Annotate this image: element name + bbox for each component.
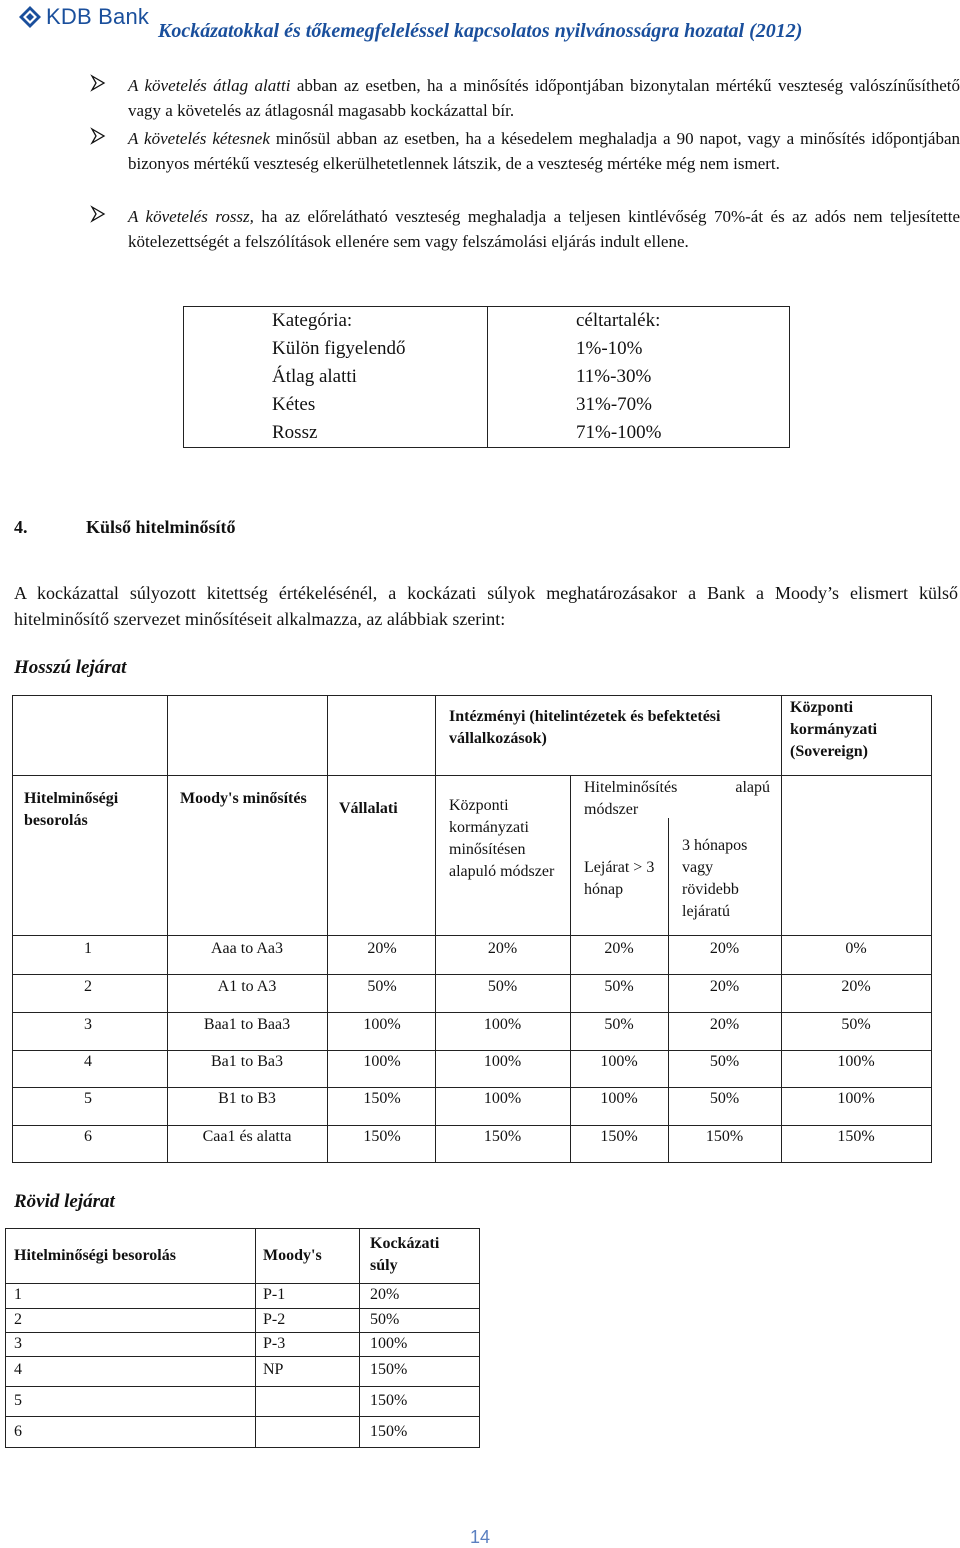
institutional-group-header: Intézményi (hitelintézetek és befektetési vállalkozások) — [449, 708, 721, 747]
long-term-rating-table: Intézményi (hitelintézetek és befektetési vállalkozások) Központi kormányzati (Sovereign) Hitelminőségi besorolás Moody's minősítés Vállalati Központi kormányzati minősítésen alapuló módszer Hitelminősítés alapú módszer Lejárat > 3 hónap 3 hónapos vagy rövidebb lejáratú 1 Aaa to Aa3 20% 20% 20% 20% 0% 2 A1 to A3 50% 50% 50% 20% 20% 3 Baa1 to Baa3 100% 100% 50% 20% 50% 4 Ba1 to Ba3 100% 100% 100% 50% 100% 5 B1 to B3 150% 100% 100% 50% 100% 6 Caa1 és alatta 150% 150% 150% 150% 150% — [12, 695, 932, 1164]
col-moodys-header: Moody's minősítés — [180, 790, 307, 807]
header-risk-weight: Kockázati súly — [370, 1235, 440, 1274]
col-le3-header: 3 hónapos vagy rövidebb lejáratú — [682, 837, 748, 920]
sovereign-group-header: Központi kormányzati (Sovereign) — [790, 699, 878, 760]
page-number: 14 — [469, 1527, 491, 1547]
section-heading: 4. Külső hitelminősítő — [14, 517, 236, 537]
header-provision: céltartalék: — [488, 307, 790, 336]
col-gt3-header: Lejárat > 3 hónap — [584, 859, 655, 898]
kdb-logo-icon — [18, 5, 42, 29]
col-rating-based-header: Hitelminősítés alapú módszer — [584, 779, 770, 818]
arrow-bullet-icon — [90, 126, 106, 146]
short-term-rating-table: Hitelminőségi besorolás Moody's Kockázati súly 1 P-1 20% 2 P-2 50% 3 P-3 100% 4 NP 150% 5 150% 6 150% — [5, 1228, 480, 1448]
bullet-text: A követelés átlag alatti abban az esetben, ha a minősítés időpontjában bizonytalan mértékű veszteség valószínűsíthető vagy a követelés az átlagosnál magasabb kockázattal bír. — [128, 76, 960, 120]
table-row: Rossz 71%-100% — [184, 419, 790, 448]
col-central-header: Központi kormányzati minősítésen alapuló módszer — [449, 797, 555, 880]
bank-logo — [18, 4, 149, 30]
arrow-bullet-icon — [90, 73, 106, 93]
arrow-bullet-icon — [90, 204, 106, 224]
table-row: Átlag alatti 11%-30% — [184, 363, 790, 391]
header-category: Kategória: — [184, 307, 488, 336]
col-corporate-header: Vállalati — [339, 800, 398, 817]
logo-text: KDB Bank — [46, 4, 150, 29]
header-moodys: Moody's — [263, 1247, 322, 1264]
short-term-heading: Rövid lejárat — [14, 1191, 115, 1212]
table-row: Külön figyelendő 1%-10% — [184, 335, 790, 363]
bullet-text: A követelés kétesnek minősül abban az esetben, ha a késedelem meghaladja a 90 napot, vagy a minősítés időpontjában bizonyos mértékű veszteség elkerülhetetlennek látszik, de a veszteség mértéke még nem ismert. — [128, 129, 960, 173]
table-row: Kétes 31%-70% — [184, 391, 790, 419]
section-paragraph: A kockázattal súlyozott kitettség értékelésénél, a kockázati súlyok meghatározásakor a Bank a Moody’s elismert külső hitelminősítő szervezet minősítéseit alkalmazza, az alábbiak szerint: — [14, 583, 958, 629]
document-title: Kockázatokkal és tőkemegfeleléssel kapcsolatos nyilvánosságra hozatal (2012) — [158, 20, 803, 42]
col-rating-header: Hitelminőségi besorolás — [24, 790, 119, 829]
long-term-heading: Hosszú lejárat — [14, 657, 127, 678]
header-rating: Hitelminőségi besorolás — [14, 1247, 176, 1264]
provision-category-table — [183, 306, 790, 448]
bullet-text: A követelés rossz, ha az előrelátható veszteség meghaladja a teljesen kintlévőség 70%-át és az adós nem teljesítette kötelezettségét a felszólítások ellenére sem vagy felszámolási eljárás indult ellene. — [128, 207, 960, 251]
